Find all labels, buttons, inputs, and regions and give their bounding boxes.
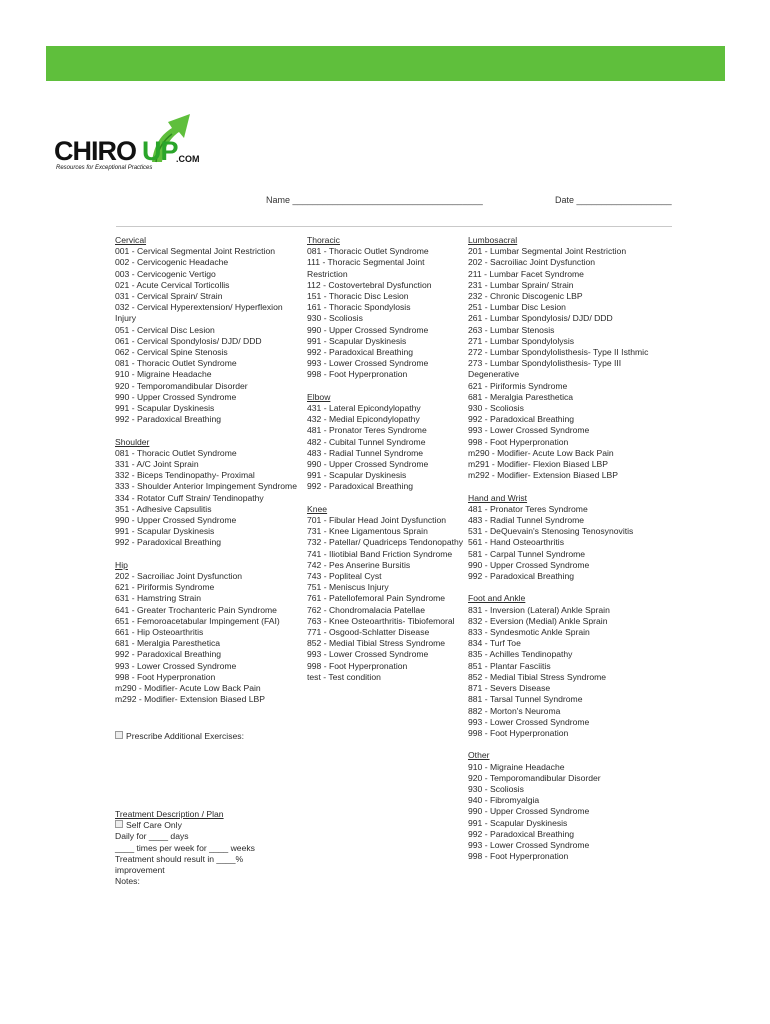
section-heading: Lumbosacral bbox=[468, 235, 518, 245]
condition-item[interactable]: 231 - Lumbar Sprain/ Strain bbox=[468, 279, 574, 290]
condition-item[interactable]: 991 - Scapular Dyskinesis bbox=[115, 526, 215, 537]
condition-item[interactable]: 930 - Scoliosis bbox=[307, 313, 363, 324]
condition-item[interactable]: 641 - Greater Trochanteric Pain Syndrome bbox=[115, 604, 277, 615]
condition-item[interactable]: 990 - Upper Crossed Syndrome bbox=[468, 806, 590, 817]
condition-item[interactable]: 261 - Lumbar Spondylosis/ DJD/ DDD bbox=[468, 313, 613, 324]
condition-item[interactable]: 920 - Temporomandibular Disorder bbox=[468, 772, 601, 783]
condition-item[interactable]: 998 - Foot Hyperpronation bbox=[468, 727, 569, 738]
condition-item[interactable]: 882 - Morton's Neuroma bbox=[468, 705, 561, 716]
condition-item[interactable]: 992 - Paradoxical Breathing bbox=[307, 347, 414, 358]
condition-item[interactable]: 331 - A/C Joint Sprain bbox=[115, 459, 199, 470]
condition-item[interactable]: 910 - Migraine Headache bbox=[468, 761, 565, 772]
condition-item[interactable]: 992 - Paradoxical Breathing bbox=[307, 481, 414, 492]
condition-item[interactable]: 852 - Medial Tibial Stress Syndrome bbox=[307, 638, 446, 649]
condition-item[interactable]: 002 - Cervicogenic Headache bbox=[115, 257, 229, 268]
condition-item[interactable]: 081 - Thoracic Outlet Syndrome bbox=[115, 358, 237, 369]
condition-item[interactable]: 483 - Radial Tunnel Syndrome bbox=[307, 447, 424, 458]
condition-item[interactable]: 202 - Sacroiliac Joint Dysfunction bbox=[115, 571, 243, 582]
condition-item[interactable]: 681 - Meralgia Paresthetica bbox=[115, 638, 221, 649]
condition-item[interactable]: 161 - Thoracic Spondylosis bbox=[307, 302, 411, 313]
condition-item[interactable]: 998 - Foot Hyperpronation bbox=[115, 671, 216, 682]
condition-item[interactable]: 751 - Meniscus Injury bbox=[307, 582, 389, 593]
condition-item[interactable]: 993 - Lower Crossed Syndrome bbox=[468, 716, 590, 727]
condition-item[interactable]: 151 - Thoracic Disc Lesion bbox=[307, 291, 409, 302]
logo-com: .COM bbox=[176, 154, 200, 164]
condition-item[interactable]: 003 - Cervicogenic Vertigo bbox=[115, 268, 216, 279]
condition-item[interactable]: 081 - Thoracic Outlet Syndrome bbox=[307, 246, 429, 257]
condition-item[interactable]: 741 - Iliotibial Band Friction Syndrome bbox=[307, 548, 453, 559]
condition-item[interactable]: 081 - Thoracic Outlet Syndrome bbox=[115, 447, 237, 458]
condition-item[interactable]: 992 - Paradoxical Breathing bbox=[468, 571, 575, 582]
condition-item[interactable]: 333 - Shoulder Anterior Impingement Syndrome bbox=[115, 481, 297, 492]
condition-item[interactable]: 031 - Cervical Sprain/ Strain bbox=[115, 291, 223, 302]
section-heading: Cervical bbox=[115, 235, 147, 245]
section-heading: Elbow bbox=[307, 391, 331, 402]
condition-item[interactable]: 993 - Lower Crossed Syndrome bbox=[468, 839, 590, 850]
condition-item[interactable]: 910 - Migraine Headache bbox=[115, 369, 212, 380]
condition-item[interactable]: 021 - Acute Cervical Torticollis bbox=[115, 279, 230, 290]
checkbox-icon[interactable] bbox=[115, 820, 123, 828]
condition-item[interactable]: 731 - Knee Ligamentous Sprain bbox=[307, 526, 428, 537]
condition-item[interactable]: 831 - Inversion (Lateral) Ankle Sprain bbox=[468, 604, 610, 615]
condition-item[interactable]: 992 - Paradoxical Breathing bbox=[468, 414, 575, 425]
result-line: Treatment should result in ____% improvement bbox=[115, 853, 244, 876]
condition-item[interactable]: 001 - Cervical Segmental Joint Restriction bbox=[115, 246, 276, 257]
condition-item[interactable]: 993 - Lower Crossed Syndrome bbox=[307, 649, 429, 660]
condition-item[interactable]: 920 - Temporomandibular Disorder bbox=[115, 380, 248, 391]
prescribe-extra-label: Prescribe Additional Exercises: bbox=[126, 731, 244, 741]
condition-item[interactable]: 833 - Syndesmotic Ankle Sprain bbox=[468, 627, 590, 638]
condition-item[interactable]: 483 - Radial Tunnel Syndrome bbox=[468, 515, 585, 526]
condition-item[interactable]: 992 - Paradoxical Breathing bbox=[115, 537, 222, 548]
condition-item[interactable]: 112 - Costovertebral Dysfunction bbox=[307, 279, 432, 290]
condition-item[interactable]: 991 - Scapular Dyskinesis bbox=[307, 335, 407, 346]
condition-item[interactable]: 852 - Medial Tibial Stress Syndrome bbox=[468, 671, 607, 682]
condition-item[interactable]: 993 - Lower Crossed Syndrome bbox=[307, 358, 429, 369]
condition-item[interactable]: 701 - Fibular Head Joint Dysfunction bbox=[307, 515, 447, 526]
condition-item[interactable]: 871 - Severs Disease bbox=[468, 683, 551, 694]
condition-item[interactable]: 763 - Knee Osteoarthritis- Tibiofemoral bbox=[307, 615, 455, 626]
condition-item[interactable]: 992 - Paradoxical Breathing bbox=[115, 649, 222, 660]
checkbox-icon[interactable] bbox=[115, 731, 123, 739]
condition-item[interactable]: 762 - Chondromalacia Patellae bbox=[307, 604, 425, 615]
condition-item[interactable]: 993 - Lower Crossed Syndrome bbox=[468, 425, 590, 436]
chiroup-logo bbox=[54, 104, 204, 174]
condition-item[interactable]: 834 - Turf Toe bbox=[468, 638, 521, 649]
condition-item[interactable]: 272 - Lumbar Spondylolisthesis- Type II Isthmic bbox=[468, 347, 649, 358]
condition-item[interactable]: 940 - Fibromyalgia bbox=[468, 795, 540, 806]
plan-heading: Treatment Description / Plan bbox=[115, 809, 224, 819]
condition-item[interactable]: test - Test condition bbox=[307, 671, 381, 682]
condition-item[interactable]: 631 - Hamstring Strain bbox=[115, 593, 201, 604]
condition-item[interactable]: 432 - Medial Epicondylopathy bbox=[307, 414, 420, 425]
condition-item[interactable]: 832 - Eversion (Medial) Ankle Sprain bbox=[468, 615, 608, 626]
condition-item[interactable]: 202 - Sacroiliac Joint Dysfunction bbox=[468, 257, 596, 268]
column-3 bbox=[468, 235, 658, 862]
section-heading: Other bbox=[468, 750, 490, 761]
condition-item[interactable]: 431 - Lateral Epicondylopathy bbox=[307, 403, 421, 414]
logo-tagline: Resources for Exceptional Practices bbox=[56, 165, 153, 171]
section-heading: Shoulder bbox=[115, 436, 150, 447]
condition-item[interactable]: 661 - Hip Osteoarthritis bbox=[115, 627, 204, 638]
condition-item[interactable]: 263 - Lumbar Stenosis bbox=[468, 324, 555, 335]
condition-item[interactable]: m292 - Modifier- Extension Biased LBP bbox=[468, 470, 618, 481]
condition-item[interactable]: 761 - Patellofemoral Pain Syndrome bbox=[307, 593, 446, 604]
section-heading: Foot and Ankle bbox=[468, 593, 526, 604]
condition-item[interactable]: 990 - Upper Crossed Syndrome bbox=[468, 559, 590, 570]
condition-item[interactable]: 990 - Upper Crossed Syndrome bbox=[307, 324, 429, 335]
condition-item[interactable]: 835 - Achilles Tendinopathy bbox=[468, 649, 573, 660]
condition-item[interactable]: 851 - Plantar Fasciitis bbox=[468, 660, 551, 671]
self-care-row[interactable] bbox=[115, 820, 295, 831]
condition-item[interactable]: 743 - Popliteal Cyst bbox=[307, 571, 382, 582]
condition-item[interactable]: 991 - Scapular Dyskinesis bbox=[307, 470, 407, 481]
condition-item[interactable]: 998 - Foot Hyperpronation bbox=[307, 660, 408, 671]
logo-up: UP bbox=[142, 136, 178, 166]
condition-item[interactable]: 742 - Pes Anserine Bursitis bbox=[307, 559, 411, 570]
condition-item[interactable]: 051 - Cervical Disc Lesion bbox=[115, 324, 215, 335]
condition-item[interactable]: 681 - Meralgia Paresthetica bbox=[468, 391, 574, 402]
condition-item[interactable]: 581 - Carpal Tunnel Syndrome bbox=[468, 548, 586, 559]
section-heading: Hip bbox=[115, 559, 128, 570]
condition-item[interactable]: 621 - Piriformis Syndrome bbox=[115, 582, 215, 593]
condition-item[interactable]: 211 - Lumbar Facet Syndrome bbox=[468, 268, 584, 279]
times-line: ____ times per week for ____ weeks bbox=[115, 842, 255, 853]
condition-item[interactable]: 351 - Adhesive Capsulitis bbox=[115, 503, 212, 514]
header-banner bbox=[46, 46, 725, 81]
condition-item[interactable]: m290 - Modifier- Acute Low Back Pain bbox=[468, 447, 614, 458]
condition-item[interactable]: 481 - Pronator Teres Syndrome bbox=[468, 503, 588, 514]
condition-item[interactable]: 273 - Lumbar Spondylolisthesis- Type III Degenerative bbox=[468, 358, 622, 380]
condition-item[interactable]: 930 - Scoliosis bbox=[468, 783, 524, 794]
condition-item[interactable]: 992 - Paradoxical Breathing bbox=[115, 414, 222, 425]
condition-item[interactable]: 531 - DeQuevain's Stenosing Tenosynovitis bbox=[468, 526, 634, 537]
condition-item[interactable]: 481 - Pronator Teres Syndrome bbox=[307, 425, 427, 436]
condition-item[interactable]: 201 - Lumbar Segmental Joint Restriction bbox=[468, 246, 627, 257]
logo-chiro: CHIRO bbox=[54, 136, 136, 166]
condition-item[interactable]: 061 - Cervical Spondylosis/ DJD/ DDD bbox=[115, 335, 262, 346]
section-heading: Thoracic bbox=[307, 235, 340, 245]
condition-item[interactable]: 111 - Thoracic Segmental Joint Restriction bbox=[307, 257, 425, 279]
condition-item[interactable]: 062 - Cervical Spine Stenosis bbox=[115, 347, 228, 358]
divider bbox=[116, 226, 672, 227]
condition-item[interactable]: 991 - Scapular Dyskinesis bbox=[468, 817, 568, 828]
condition-item[interactable]: 990 - Upper Crossed Syndrome bbox=[307, 459, 429, 470]
condition-item[interactable]: m290 - Modifier- Acute Low Back Pain bbox=[115, 683, 261, 694]
condition-item[interactable]: 251 - Lumbar Disc Lesion bbox=[468, 302, 566, 313]
date-field[interactable]: Date ___________________ bbox=[555, 195, 672, 205]
condition-item[interactable]: 561 - Hand Osteoarthritis bbox=[468, 537, 565, 548]
condition-item[interactable]: 991 - Scapular Dyskinesis bbox=[115, 403, 215, 414]
column-2 bbox=[307, 235, 467, 683]
condition-item[interactable]: m291 - Modifier- Flexion Biased LBP bbox=[468, 459, 608, 470]
treatment-plan bbox=[115, 809, 295, 887]
condition-item[interactable]: 990 - Upper Crossed Syndrome bbox=[115, 515, 237, 526]
condition-item[interactable]: 998 - Foot Hyperpronation bbox=[468, 436, 569, 447]
condition-item[interactable]: 651 - Femoroacetabular Impingement (FAI) bbox=[115, 615, 280, 626]
name-field[interactable]: Name ______________________________________ bbox=[266, 195, 483, 205]
condition-item[interactable]: 771 - Osgood-Schlatter Disease bbox=[307, 627, 430, 638]
daily-line: Daily for ____ days bbox=[115, 831, 189, 842]
condition-item[interactable]: 998 - Foot Hyperpronation bbox=[468, 851, 569, 862]
condition-item[interactable]: m292 - Modifier- Extension Biased LBP bbox=[115, 694, 265, 705]
condition-item[interactable]: 621 - Piriformis Syndrome bbox=[468, 380, 568, 391]
condition-item[interactable]: 482 - Cubital Tunnel Syndrome bbox=[307, 436, 426, 447]
condition-item[interactable]: 998 - Foot Hyperpronation bbox=[307, 369, 408, 380]
condition-item[interactable]: 930 - Scoliosis bbox=[468, 403, 524, 414]
condition-item[interactable]: 881 - Tarsal Tunnel Syndrome bbox=[468, 694, 583, 705]
section-heading: Knee bbox=[307, 503, 328, 514]
condition-item[interactable]: 032 - Cervical Hyperextension/ Hyperflexion Injury bbox=[115, 302, 283, 324]
condition-item[interactable]: 992 - Paradoxical Breathing bbox=[468, 828, 575, 839]
condition-item[interactable]: 332 - Biceps Tendinopathy- Proximal bbox=[115, 470, 255, 481]
condition-item[interactable]: 232 - Chronic Discogenic LBP bbox=[468, 291, 583, 302]
section-heading: Hand and Wrist bbox=[468, 492, 528, 503]
condition-item[interactable]: 993 - Lower Crossed Syndrome bbox=[115, 660, 237, 671]
condition-item[interactable]: 334 - Rotator Cuff Strain/ Tendinopathy bbox=[115, 492, 264, 503]
column-1 bbox=[115, 235, 299, 706]
notes-label: Notes: bbox=[115, 876, 140, 887]
self-care-label: Self Care Only bbox=[126, 820, 182, 831]
condition-item[interactable]: 271 - Lumbar Spondylolysis bbox=[468, 335, 575, 346]
condition-item[interactable]: 732 - Patellar/ Quadriceps Tendonopathy bbox=[307, 537, 464, 548]
condition-item[interactable]: 990 - Upper Crossed Syndrome bbox=[115, 391, 237, 402]
prescribe-extra-row[interactable] bbox=[115, 731, 244, 741]
